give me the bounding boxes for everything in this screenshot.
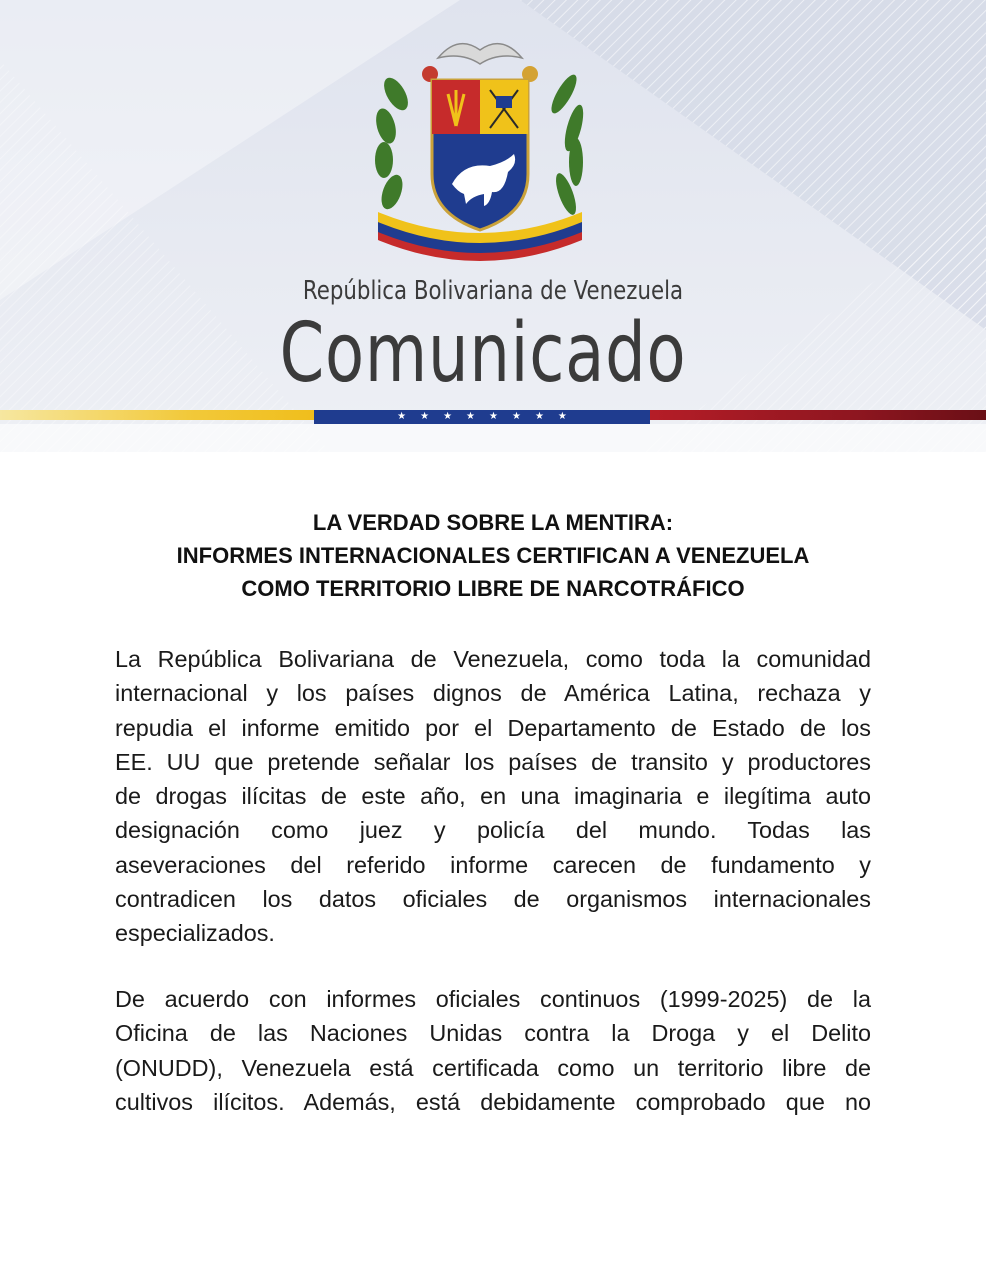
text-line: repudia el informe emitido por el Departamento de Estado de los	[115, 714, 871, 741]
text-line: especializados.	[115, 920, 275, 947]
country-name: República Bolivariana de Venezuela	[302, 276, 684, 306]
document-type-heading: Comunicado	[279, 306, 687, 401]
text-line: La República Bolivariana de Venezuela, como toda la comunidad	[115, 646, 871, 672]
star-icon: ★	[534, 411, 544, 422]
text-line: cultivos ilícitos. Además, está debidamente comprobado que no	[115, 1088, 871, 1115]
title-line: COMO TERRITORIO LIBRE DE NARCOTRÁFICO	[241, 576, 745, 601]
star-icon: ★	[557, 411, 567, 422]
text-line: EE. UU que pretende señalar los países de transito y productores	[115, 748, 871, 775]
text-line: internacional y los países dignos de América Latina, rechaza y	[115, 680, 871, 707]
star-icon: ★	[489, 411, 498, 422]
flag-color-band	[0, 410, 986, 424]
text-line: de drogas ilícitas de este año, en una imaginaria e ilegítima auto	[115, 783, 871, 810]
star-icon: ★	[511, 411, 521, 422]
text-line: (ONUDD), Venezuela está certificada como un territorio libre de	[115, 1054, 871, 1081]
star-icon: ★	[443, 411, 453, 422]
star-icon: ★	[420, 411, 430, 422]
text-line: De acuerdo con informes oficiales continuos (1999-2025) de la	[115, 986, 871, 1012]
text-line: Oficina de las Naciones Unidas contra la Droga y el Delito	[115, 1020, 871, 1047]
title-line: LA VERDAD SOBRE LA MENTIRA:	[312, 510, 674, 535]
header-banner	[0, 0, 986, 452]
star-icon: ★	[466, 411, 475, 422]
paragraph-2	[115, 982, 871, 1119]
band-red	[650, 410, 986, 420]
coat-of-arms-icon	[368, 34, 592, 270]
text-line: aseveraciones del referido informe carecen de fundamento y	[115, 851, 871, 878]
star-icon: ★	[397, 411, 407, 422]
band-yellow	[0, 410, 314, 420]
paragraph-1	[115, 642, 871, 951]
text-line: contradicen los datos oficiales de organismos internacionales	[115, 886, 871, 913]
flag-stars	[314, 410, 650, 424]
statement-title	[80, 506, 906, 605]
text-line: designación como juez y policía del mundo. Todas las	[115, 817, 871, 844]
title-line: INFORMES INTERNACIONALES CERTIFICAN A VENEZUELA	[176, 543, 810, 568]
